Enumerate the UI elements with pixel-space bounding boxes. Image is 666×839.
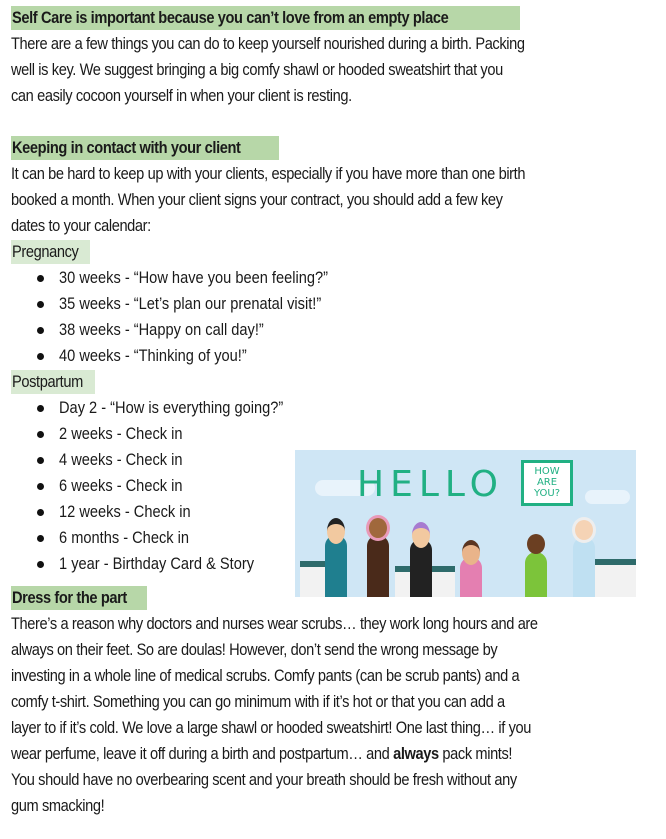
bullet-icon — [37, 457, 44, 464]
house-icon — [595, 559, 636, 597]
person-icon — [325, 535, 347, 597]
paragraph-line: layer to if it’s cold. We love a large shawl or hooded sweatshirt! One last thing… if you — [11, 718, 532, 737]
paragraph-line — [11, 741, 512, 767]
bullet-icon — [37, 509, 44, 516]
bullet-icon — [37, 405, 44, 412]
list-item-text: 4 weeks - Check in — [59, 450, 183, 469]
bullet-icon — [37, 275, 44, 282]
hello-text: HELLO — [357, 464, 504, 505]
heading-text: Dress for the part — [12, 588, 127, 607]
paragraph-line: well is key. We suggest bringing a big comfy shawl or hooded sweatshirt that you — [11, 60, 503, 79]
person-head-icon — [575, 520, 593, 540]
person-icon — [367, 535, 389, 597]
bubble-line: ARE — [536, 477, 558, 488]
list-item-text: 2 weeks - Check in — [59, 424, 183, 443]
list-item — [35, 421, 656, 447]
person-head-icon — [369, 518, 387, 538]
heading-text: Keeping in contact with your client — [12, 138, 241, 157]
section-heading — [11, 6, 520, 30]
self-care-section — [11, 5, 656, 31]
person-head-icon — [412, 522, 430, 548]
list-item — [35, 265, 656, 291]
bullet-icon — [37, 301, 44, 308]
person-icon — [525, 552, 547, 597]
list-item — [35, 395, 656, 421]
list-item-text: 35 weeks - “Let’s plan our prenatal visit!” — [59, 294, 322, 313]
contact-section — [11, 135, 656, 161]
cloud-icon — [585, 490, 630, 504]
label-text: Pregnancy — [12, 242, 79, 261]
postpartum-label — [11, 370, 95, 394]
paragraph-line: comfy t-shirt. Something you can go minimum with if it’s hot or that you can add a — [11, 692, 505, 711]
paragraph-line: gum smacking! — [11, 796, 105, 815]
text-run: pack mints! — [438, 744, 513, 763]
person-head-icon — [462, 540, 480, 565]
list-item-text: 38 weeks - “Happy on call day!” — [59, 320, 264, 339]
person-icon — [573, 537, 595, 597]
bullet-icon — [37, 431, 44, 438]
text-run: wear perfume, leave it off during a birth and postpartum… and — [11, 744, 394, 763]
list-item — [35, 317, 656, 343]
paragraph-line: can easily cocoon yourself in when your client is resting. — [11, 86, 352, 105]
paragraph-line: booked a month. When your client signs your contract, you should add a few key — [11, 190, 503, 209]
list-item — [35, 291, 656, 317]
paragraph-line: There’s a reason why doctors and nurses wear scrubs… they work long hours and are — [11, 614, 538, 633]
bullet-icon — [37, 327, 44, 334]
document-page — [11, 5, 656, 819]
list-item — [35, 343, 656, 369]
paragraph-line: always on their feet. So are doulas! However, don’t send the wrong message by — [11, 640, 498, 659]
list-item-text: 12 weeks - Check in — [59, 502, 191, 521]
list-item-text: 40 weeks - “Thinking of you!” — [59, 346, 247, 365]
speech-bubble — [521, 460, 573, 506]
bubble-line: HOW — [534, 466, 560, 477]
pregnancy-label — [11, 240, 90, 264]
section-heading — [11, 136, 279, 160]
list-item-text: 6 weeks - Check in — [59, 476, 183, 495]
label-text: Postpartum — [12, 372, 83, 391]
paragraph-line: investing in a whole line of medical scrubs. Comfy pants (can be scrub pants) and a — [11, 666, 520, 685]
section-heading — [11, 586, 147, 610]
person-head-icon — [327, 518, 345, 544]
hello-illustration — [295, 450, 636, 597]
list-item-text: 1 year - Birthday Card & Story — [59, 554, 255, 573]
list-item-text: Day 2 - “How is everything going?” — [59, 398, 284, 417]
paragraph-line: dates to your calendar: — [11, 216, 151, 235]
person-head-icon — [527, 534, 545, 554]
paragraph-line: You should have no overbearing scent and your breath should be fresh without any — [11, 770, 517, 789]
bullet-icon — [37, 353, 44, 360]
bullet-icon — [37, 483, 44, 490]
paragraph-line: There are a few things you can do to keep yourself nourished during a birth. Packing — [11, 34, 525, 53]
bullet-icon — [37, 535, 44, 542]
paragraph-line: It can be hard to keep up with your clients, especially if you have more than one birth — [11, 164, 526, 183]
list-item-text: 30 weeks - “How have you been feeling?” — [59, 268, 329, 287]
bold-text: always — [393, 744, 439, 763]
bullet-icon — [37, 561, 44, 568]
bubble-line: YOU? — [533, 488, 561, 499]
list-item-text: 6 months - Check in — [59, 528, 190, 547]
pregnancy-list — [11, 265, 656, 369]
heading-text: Self Care is important because you can’t love from an empty place — [12, 8, 449, 27]
